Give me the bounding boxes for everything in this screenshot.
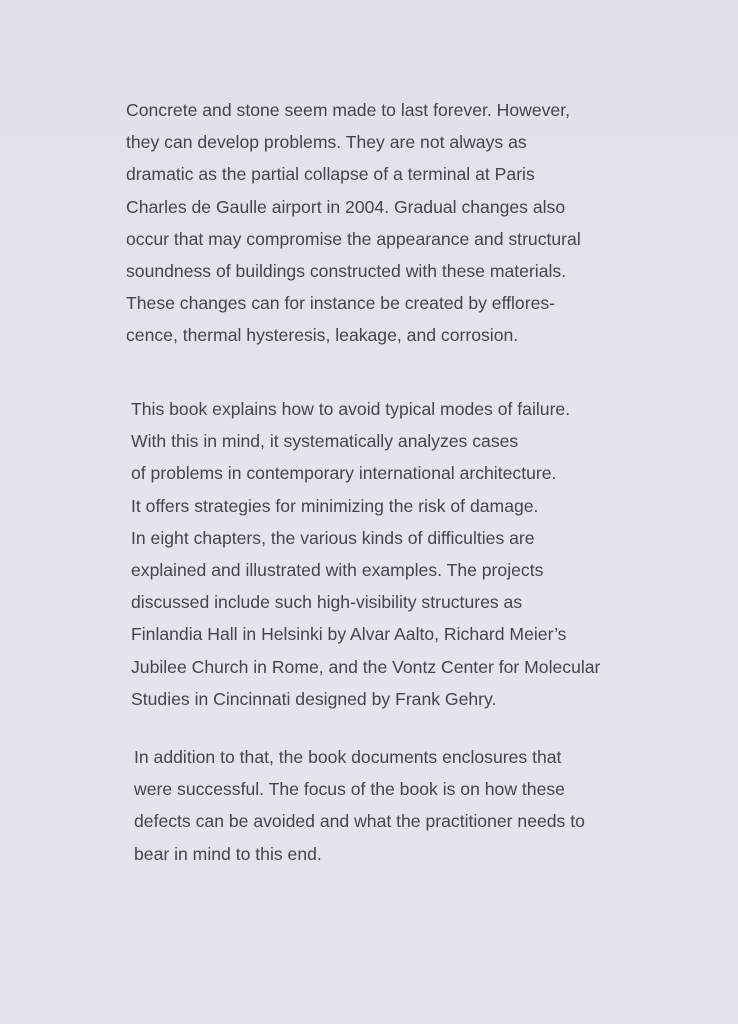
text-line: occur that may compromise the appearance and structural [126,228,581,249]
text-line: Finlandia Hall in Helsinki by Alvar Aalto, Richard Meier’s [131,624,567,645]
text-line: In addition to that, the book documents enclosures that [134,747,562,767]
paragraph-intro [126,94,581,352]
text-line: Concrete and stone seem made to last forever. However, [126,100,570,120]
text-line: bear in mind to this end. [134,843,322,864]
text-line: Studies in Cincinnati designed by Frank Gehry. [131,688,497,709]
text-line: explained and illustrated with examples. The projects [131,560,544,581]
text-line: soundness of buildings constructed with these materials. [126,261,567,282]
text-line: cence, thermal hysteresis, leakage, and corrosion. [126,325,519,346]
text-line: they can develop problems. They are not always as [126,132,527,153]
text-line: Charles de Gaulle airport in 2004. Gradual changes also [126,196,566,217]
text-line: With this in mind, it systematically analyzes cases [131,431,519,452]
text-line: It offers strategies for minimizing the risk of damage. [131,495,539,516]
paragraph-book-description [131,393,600,715]
text-line: In eight chapters, the various kinds of difficulties are [131,527,535,548]
text-line: defects can be avoided and what the practitioner needs to [134,811,585,832]
text-line: were successful. The focus of the book is on how these [134,779,565,800]
text-line: dramatic as the partial collapse of a terminal at Paris [126,164,535,185]
text-line: discussed include such high-visibility structures as [131,592,523,613]
text-line: These changes can for instance be created by efflores- [126,293,556,314]
text-line: Jubilee Church in Rome, and the Vontz Center for Molecular [131,656,601,677]
paragraph-conclusion [134,741,585,870]
text-line: of problems in contemporary international architecture. [131,463,557,484]
text-line: This book explains how to avoid typical modes of failure. [131,399,571,419]
